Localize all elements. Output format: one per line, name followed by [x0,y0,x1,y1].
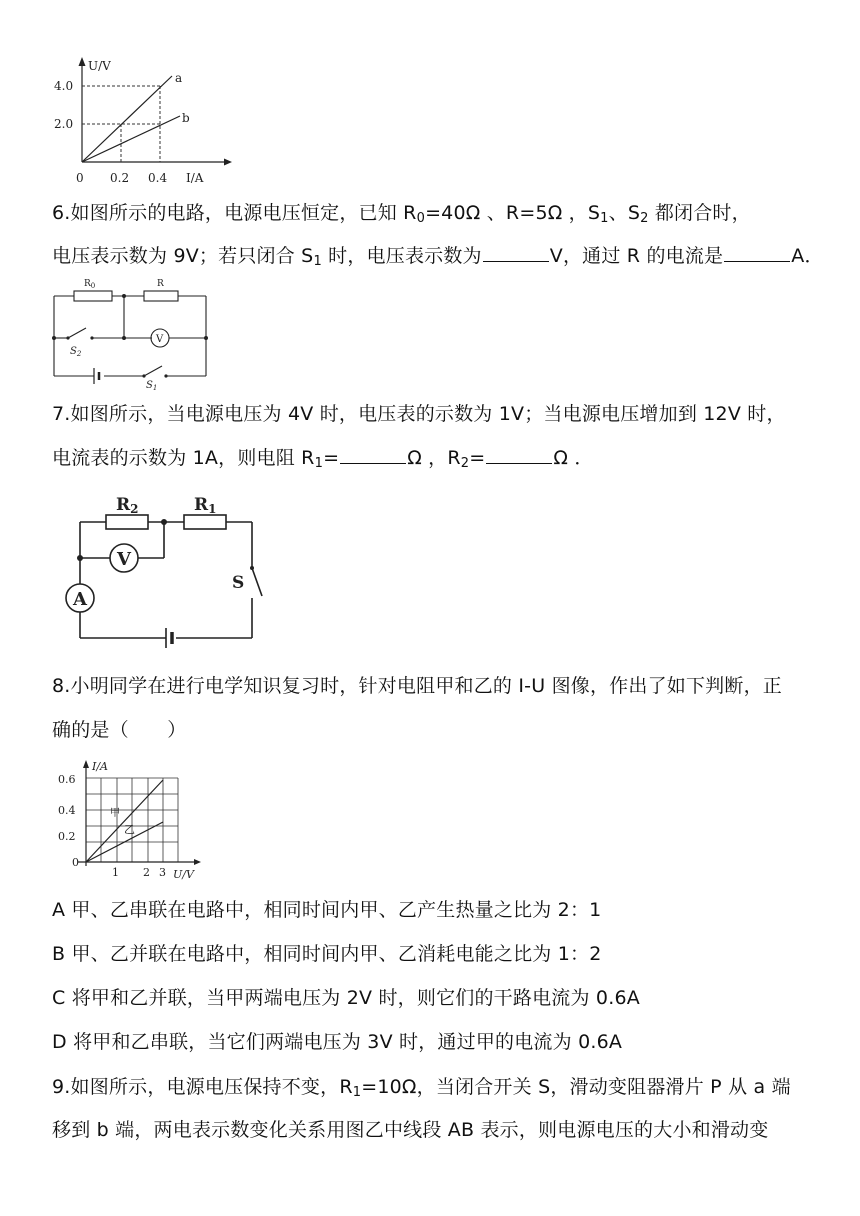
q8-line2: 确的是（ ） [52,719,187,741]
r-label: R [157,279,164,289]
y-axis-label: U/V [88,59,111,73]
s1-label: $S_1$ [146,380,158,390]
iu-graph [48,756,208,880]
answer-blank[interactable] [483,247,549,262]
ammeter-label: A [73,589,87,610]
q9-line2: 移到 b 端，两电表示数变化关系用图乙中线段 AB 表示，则电源电压的大小和滑动变 [52,1119,769,1141]
y-tick: 0.6 [58,773,76,786]
r1-label: R1 [194,495,217,516]
y-tick: 0 [72,856,79,869]
line-jia-label: 甲 [110,808,120,819]
q7-circuit-diagram [56,488,276,648]
s2-label: $S_2$ [70,346,82,358]
q9-line1: 9.如图所示，电源电压保持不变，$R_1=10\Omega$，当闭合开关 S，滑动变阻器滑片 P 从 a 端 [52,1076,791,1100]
line-jia [86,780,163,862]
x-tick: 3 [159,866,166,879]
option-c[interactable]: C 将甲和乙并联，当甲两端电压为 2V 时，则它们的干路电流为 0.6A [52,987,640,1009]
q8-line1: 8.小明同学在进行电学知识复习时，针对电阻甲和乙的 I-U 图像，作出了如下判断，正 [52,675,782,697]
q6-line2: 电压表示数为 9V；若只闭合 $S_1$ 时，电压表示数为 V，通过 R 的电流是 A． [52,245,824,269]
y-tick: 0.2 [58,830,76,843]
option-d[interactable]: D 将甲和乙串联，当它们两端电压为 3V 时，通过甲的电流为 0.6A [52,1031,623,1053]
q6-line1: 6.如图所示的电路，电源电压恒定，已知 $R_0=40\Omega$ 、R=5Ω ，$S_1$、$S_2$ 都闭合时， [52,202,751,226]
line-a [82,76,172,162]
switch-label: S [232,573,245,593]
q7-line1: 7.如图所示，当电源电压为 4V 时，电压表的示数为 1V；当电源电压增加到 12V 时， [52,403,786,425]
y-axis-label: I/A [92,760,108,773]
ui-graph [48,54,248,186]
x-tick: 0 [76,171,84,185]
option-b[interactable]: B 甲、乙并联在电路中，相同时间内甲、乙消耗电能之比为 1：2 [52,943,602,965]
r2-label: R2 [116,495,139,516]
answer-blank[interactable] [724,247,790,262]
x-tick: 1 [112,866,119,879]
option-a[interactable]: A 甲、乙串联在电路中，相同时间内甲、乙产生热量之比为 2：1 [52,899,602,921]
x-tick: 0.2 [110,171,130,185]
x-tick: 2 [143,866,150,879]
x-axis-label: U/V [173,868,194,880]
voltmeter-label: V [156,334,164,345]
line-b [82,116,180,162]
x-axis-label: I/A [186,171,204,185]
r0-label: $R_0$ [84,279,96,290]
line-b-label: b [182,111,190,125]
line-a-label: a [175,71,183,85]
y-tick: 4.0 [54,79,74,93]
answer-blank[interactable] [340,449,406,464]
answer-blank[interactable] [486,449,552,464]
voltmeter-label: V [117,549,131,570]
q6-circuit-diagram [48,272,218,390]
y-tick: 2.0 [54,117,74,131]
y-tick: 0.4 [58,804,76,817]
q7-line2: 电流表的示数为 1A，则电阻 $R_1= \Omega$ ，$R_2= \Omega$ ． [52,447,594,471]
line-yi-label: 乙 [124,823,135,836]
x-tick: 0.4 [148,171,168,185]
